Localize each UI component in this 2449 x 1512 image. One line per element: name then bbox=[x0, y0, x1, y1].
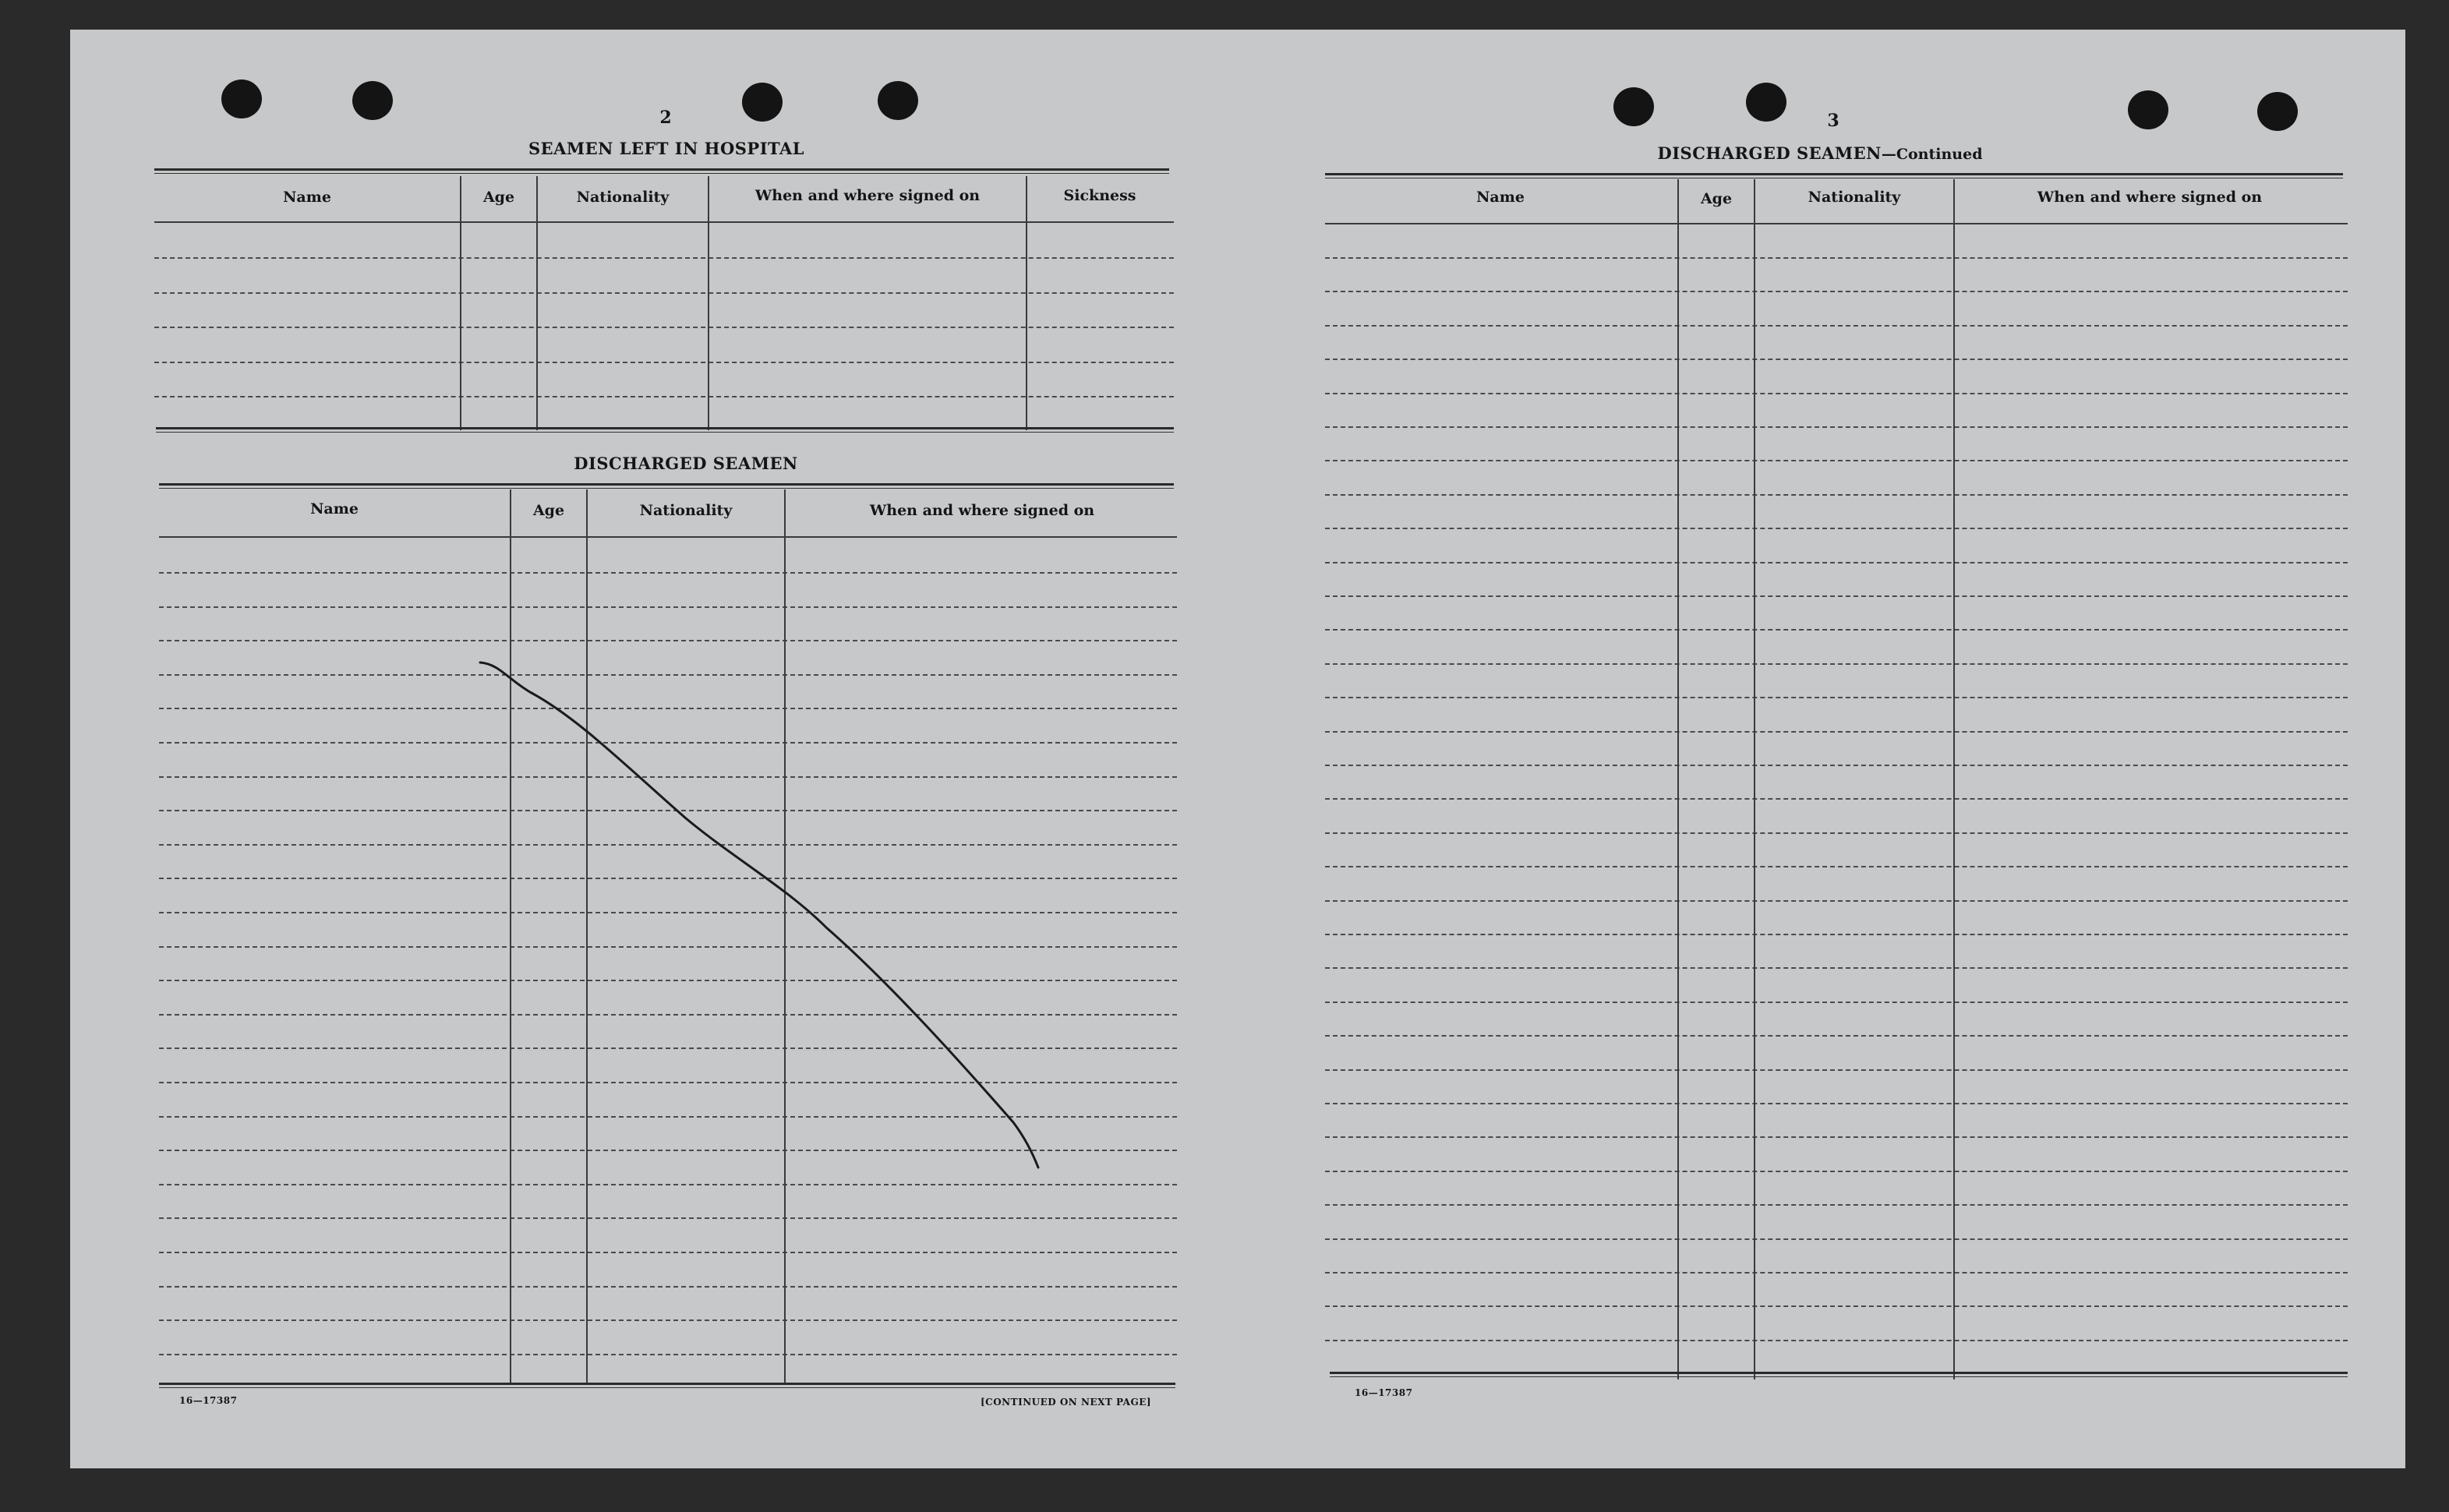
column-header-when-where: When and where signed on bbox=[754, 187, 981, 204]
column-header-age: Age bbox=[482, 189, 515, 206]
column-header-when-where: When and where signed on bbox=[2037, 189, 2263, 206]
page-number: 3 bbox=[1827, 111, 1839, 131]
page-number: 2 bbox=[659, 108, 672, 128]
column-header-name: Name bbox=[283, 189, 331, 206]
continued-note: [CONTINUED ON NEXT PAGE] bbox=[981, 1397, 1152, 1408]
column-header-when-where: When and where signed on bbox=[869, 502, 1095, 519]
column-header-nationality: Nationality bbox=[576, 189, 670, 206]
discharged-section-title: DISCHARGED SEAMEN bbox=[574, 454, 798, 473]
column-header-name: Name bbox=[1476, 189, 1525, 206]
column-header-name: Name bbox=[310, 500, 359, 518]
title-suffix: —Continued bbox=[1881, 146, 1983, 163]
column-header-age: Age bbox=[1700, 190, 1733, 207]
form-number: 16—17387 bbox=[1355, 1387, 1413, 1398]
column-header-nationality: Nationality bbox=[639, 502, 733, 519]
column-header-sickness: Sickness bbox=[1063, 187, 1136, 204]
column-header-age: Age bbox=[532, 502, 565, 519]
form-number: 16—17387 bbox=[179, 1395, 238, 1406]
title-main: DISCHARGED SEAMEN bbox=[1657, 143, 1882, 163]
column-header-nationality: Nationality bbox=[1808, 189, 1901, 206]
hospital-section-title: SEAMEN LEFT IN HOSPITAL bbox=[528, 139, 805, 158]
